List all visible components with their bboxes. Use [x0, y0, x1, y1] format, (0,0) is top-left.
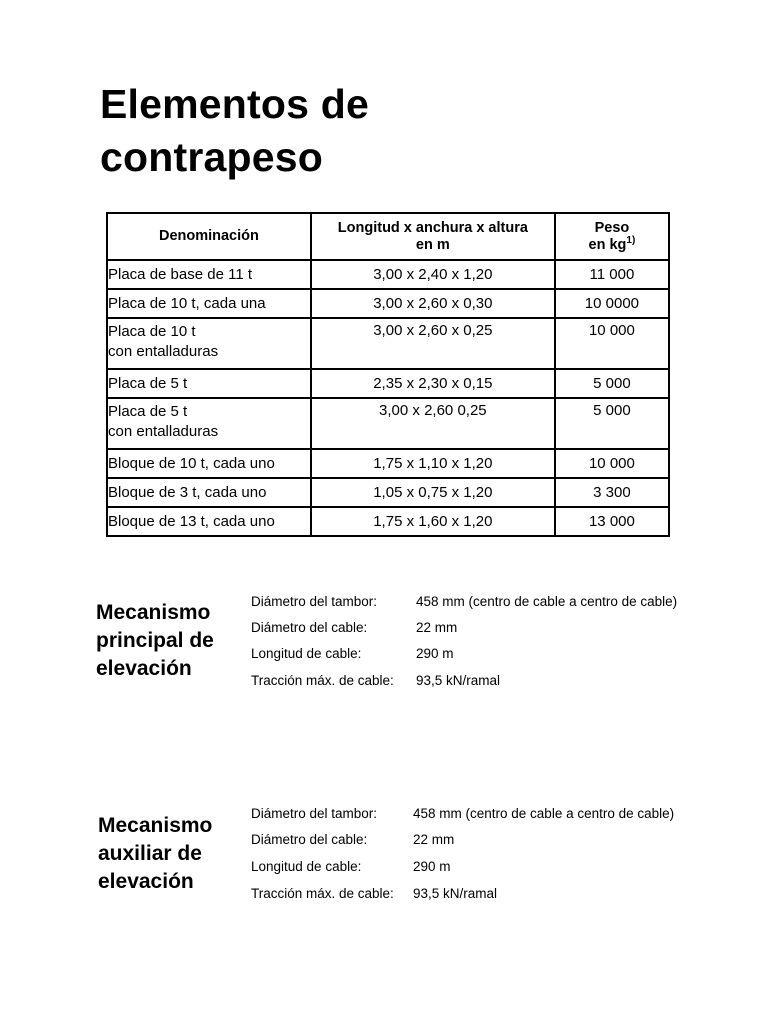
table-row: [107, 318, 669, 369]
row-weight: 5 000: [555, 369, 669, 398]
aux-hoist-title-line-1: Mecanismo: [98, 814, 213, 837]
row-weight: 10 000: [555, 449, 669, 478]
spec-value: 458 mm (centro de cable a centro de cable): [413, 806, 675, 821]
row-dimensions: 3,00 x 2,60 0,25: [311, 398, 555, 449]
row-name-line-1: Placa de 5 t: [108, 374, 188, 392]
spec-value: 93,5 kN/ramal: [413, 886, 498, 901]
spec-value: 290 m: [416, 646, 454, 661]
row-name-line-1: Bloque de 3 t, cada uno: [108, 483, 267, 501]
spec-value: 22 mm: [416, 620, 458, 635]
aux-hoist-title-line-3: elevación: [98, 870, 194, 893]
header-weight-line-2: en kg: [588, 236, 627, 253]
row-weight: 5 000: [555, 398, 669, 449]
main-hoist-title-line-2: principal de: [96, 629, 214, 652]
row-dimensions: 1,75 x 1,10 x 1,20: [311, 449, 555, 478]
table-row: [107, 369, 669, 398]
row-name-line-1: Bloque de 10 t, cada uno: [108, 454, 275, 472]
page-title-line-2: contrapeso: [100, 134, 323, 180]
spec-value: 93,5 kN/ramal: [416, 673, 501, 688]
page-title-line-1: Elementos de: [100, 81, 369, 127]
row-name-line-1: Placa de base de 11 t: [108, 265, 252, 283]
header-weight-line-1: Peso: [594, 219, 630, 236]
table-row: [107, 260, 669, 289]
row-weight: 10 0000: [555, 289, 669, 318]
row-name-line-1: Placa de 10 t: [108, 323, 196, 340]
row-name: [107, 369, 311, 398]
main-hoist-title-line-3: elevación: [96, 657, 192, 680]
counterweight-table: [106, 212, 670, 537]
row-weight: 11 000: [555, 260, 669, 289]
row-weight: 3 300: [555, 478, 669, 507]
spec-label: Tracción máx. de cable:: [251, 673, 394, 688]
spec-label: Diámetro del cable:: [251, 620, 368, 635]
aux-hoist-title-line-2: auxiliar de: [98, 842, 202, 865]
row-name-line-1: Bloque de 13 t, cada uno: [108, 512, 275, 530]
row-name-line-1: Placa de 10 t, cada una: [108, 294, 266, 312]
header-dimensions: [311, 213, 555, 260]
spec-label: Longitud de cable:: [251, 859, 362, 874]
table-row: [107, 478, 669, 507]
table-row: [107, 507, 669, 536]
row-dimensions: 3,00 x 2,60 x 0,30: [311, 289, 555, 318]
table-row: [107, 449, 669, 478]
table-row: [107, 289, 669, 318]
main-hoist-title-line-1: Mecanismo: [96, 601, 211, 624]
spec-value: 458 mm (centro de cable a centro de cable): [416, 594, 678, 609]
row-dimensions: 3,00 x 2,60 x 0,25: [311, 318, 555, 369]
row-name-line-2: con entalladuras: [108, 343, 219, 360]
spec-label: Longitud de cable:: [251, 646, 362, 661]
row-name: [107, 398, 311, 449]
spec-value: 22 mm: [413, 832, 455, 847]
row-dimensions: 1,75 x 1,60 x 1,20: [311, 507, 555, 536]
row-name: [107, 478, 311, 507]
header-dimensions-line-2: en m: [415, 236, 450, 253]
spec-label: Diámetro del tambor:: [251, 806, 378, 821]
row-dimensions: 2,35 x 2,30 x 0,15: [311, 369, 555, 398]
header-name: Denominación: [107, 213, 311, 260]
row-name-line-1: Placa de 5 t: [108, 403, 188, 420]
row-weight: 13 000: [555, 507, 669, 536]
row-name: [107, 318, 311, 369]
spec-label: Tracción máx. de cable:: [251, 886, 394, 901]
header-weight-footnote: 1): [626, 234, 636, 246]
main-hoist-title: [96, 599, 214, 683]
spec-label: Diámetro del cable:: [251, 832, 368, 847]
row-dimensions: 1,05 x 0,75 x 1,20: [311, 478, 555, 507]
spec-label: Diámetro del tambor:: [251, 594, 378, 609]
header-dimensions-line-1: Longitud x anchura x altura: [337, 219, 528, 236]
table-header-row: [107, 213, 669, 260]
table-row: [107, 398, 669, 449]
aux-hoist-title: [98, 812, 212, 896]
row-name-line-2: con entalladuras: [108, 423, 219, 440]
header-weight: [555, 213, 669, 260]
row-name: [107, 449, 311, 478]
row-dimensions: 3,00 x 2,40 x 1,20: [311, 260, 555, 289]
row-name: [107, 289, 311, 318]
page-title: [100, 78, 369, 184]
row-weight: 10 000: [555, 318, 669, 369]
row-name: [107, 260, 311, 289]
spec-value: 290 m: [413, 859, 451, 874]
row-name: [107, 507, 311, 536]
